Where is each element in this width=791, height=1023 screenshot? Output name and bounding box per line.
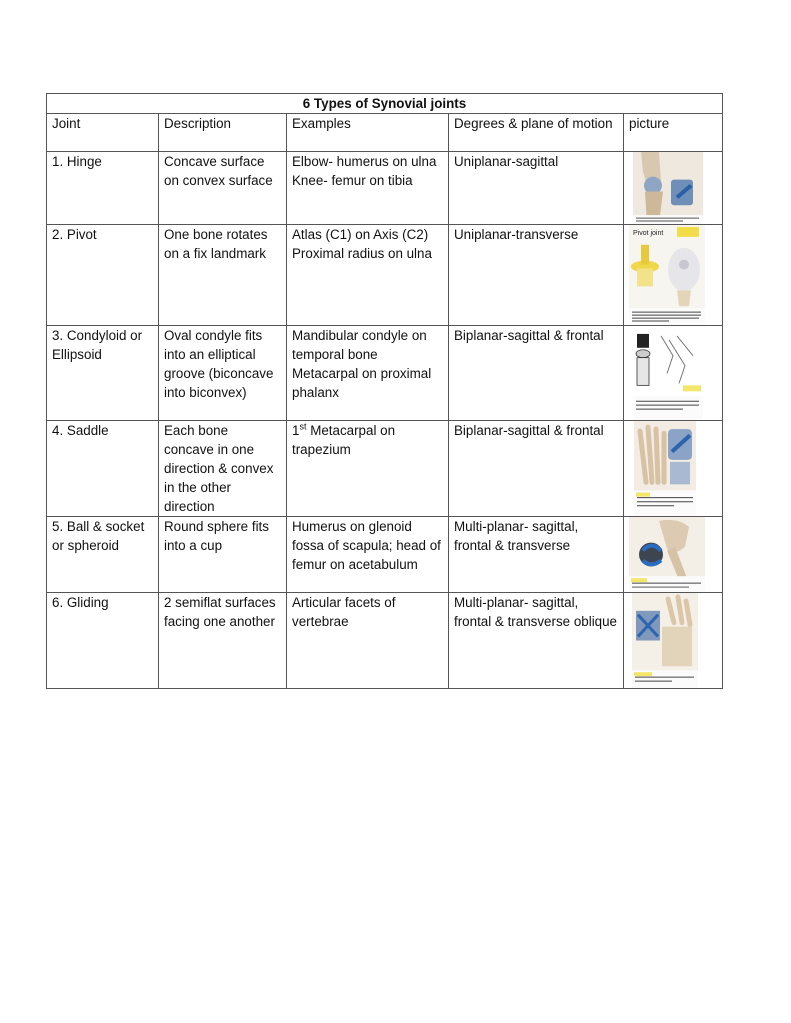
joint-motion: Uniplanar-transverse	[449, 225, 624, 326]
example-line: Metacarpal on trapezium	[292, 423, 396, 457]
hinge-joint-illustration	[633, 152, 703, 224]
table-row	[47, 593, 723, 689]
joint-description: Each bone concave in one direction & convex in the other direction	[159, 421, 287, 517]
pivot-joint-illustration	[629, 225, 705, 325]
joint-examples	[287, 326, 449, 421]
gliding-joint-illustration	[632, 593, 698, 688]
joint-description: One bone rotates on a fix landmark	[159, 225, 287, 326]
picture-cell	[624, 225, 723, 326]
picture-cell	[624, 421, 723, 517]
table-row	[47, 152, 723, 225]
joint-description: Oval condyle fits into an elliptical groove (biconcave into biconvex)	[159, 326, 287, 421]
joint-description: Round sphere fits into a cup	[159, 517, 287, 593]
table-title-row	[47, 94, 723, 114]
joint-name: 1. Hinge	[47, 152, 159, 225]
example-line: Proximal radius on ulna	[292, 246, 432, 261]
example-line: Metacarpal on proximal phalanx	[292, 366, 432, 400]
joint-name: 3. Condyloid or Ellipsoid	[47, 326, 159, 421]
joint-motion: Biplanar-sagittal & frontal	[449, 421, 624, 517]
header-motion: Degrees & plane of motion	[449, 114, 624, 152]
example-number: 1	[292, 423, 300, 438]
joint-motion: Uniplanar-sagittal	[449, 152, 624, 225]
example-ordinal-suffix: st	[299, 421, 307, 432]
joint-description: 2 semiflat surfaces facing one another	[159, 593, 287, 689]
table-row	[47, 517, 723, 593]
synovial-joints-table	[46, 93, 723, 689]
picture-cell	[624, 517, 723, 593]
pivot-picture-caption: Pivot joint	[633, 229, 664, 237]
table-row	[47, 326, 723, 421]
joint-motion: Biplanar-sagittal & frontal	[449, 326, 624, 421]
example-line: Atlas (C1) on Axis (C2)	[292, 227, 429, 242]
header-joint: Joint	[47, 114, 159, 152]
example-line: Mandibular condyle on temporal bone	[292, 328, 427, 362]
joint-examples: Articular facets of vertebrae	[287, 593, 449, 689]
joint-motion: Multi-planar- sagittal, frontal & transverse oblique	[449, 593, 624, 689]
joint-examples	[287, 421, 449, 517]
joint-description: Concave surface on convex surface	[159, 152, 287, 225]
picture-cell	[624, 326, 723, 421]
joint-name: 5. Ball & socket or spheroid	[47, 517, 159, 593]
example-line: Knee- femur on tibia	[292, 173, 413, 188]
table-title: 6 Types of Synovial joints	[47, 94, 723, 114]
joint-examples	[287, 152, 449, 225]
saddle-joint-illustration	[634, 421, 696, 516]
joint-name: 6. Gliding	[47, 593, 159, 689]
table-row	[47, 225, 723, 326]
example-line: Elbow- humerus on ulna	[292, 154, 437, 169]
joint-name: 4. Saddle	[47, 421, 159, 517]
table-row	[47, 421, 723, 517]
picture-cell	[624, 593, 723, 689]
table-header-row	[47, 114, 723, 152]
joint-examples: Humerus on glenoid fossa of scapula; head of femur on acetabulum	[287, 517, 449, 593]
header-picture: picture	[624, 114, 723, 152]
header-description: Description	[159, 114, 287, 152]
joint-motion: Multi-planar- sagittal, frontal & transverse	[449, 517, 624, 593]
joint-name: 2. Pivot	[47, 225, 159, 326]
header-examples: Examples	[287, 114, 449, 152]
picture-cell	[624, 152, 723, 225]
condyloid-joint-illustration	[633, 326, 703, 420]
ball-socket-joint-illustration	[629, 517, 705, 592]
joint-examples	[287, 225, 449, 326]
